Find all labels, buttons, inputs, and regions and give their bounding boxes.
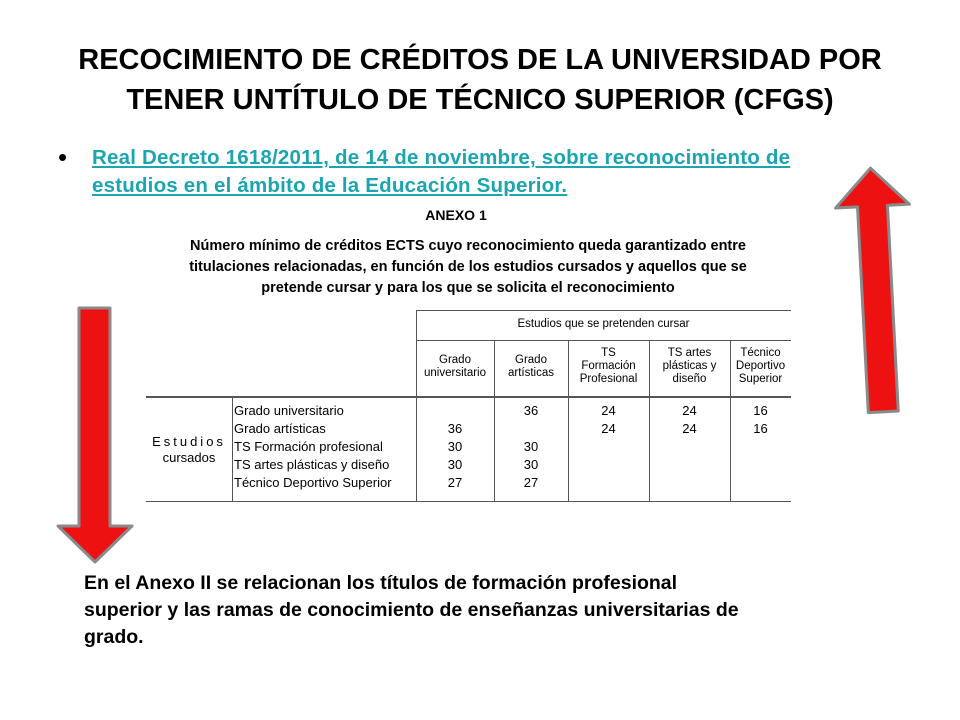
annex-desc-line-3: pretende cursar y para los que se solicita el reconocimiento xyxy=(261,280,675,296)
annex-description xyxy=(148,236,788,299)
annex-desc-line-2: titulaciones relacionadas, en función de los estudios cursados y aquellos que se xyxy=(189,259,747,275)
slide-title xyxy=(30,40,930,120)
col-header-ts-formacion: TS Formación Profesional xyxy=(579,347,638,385)
col-header-ts-artes: TS artes plásticas y diseño xyxy=(662,347,717,385)
up-arrow-icon xyxy=(832,162,922,422)
table-row-label: TS artes plásticas y diseño xyxy=(234,457,390,472)
title-line-1: RECOCIMIENTO DE CRÉDITOS DE LA UNIVERSIDAD POR xyxy=(78,44,882,76)
footer-line-3: grado. xyxy=(84,626,144,648)
decree-link[interactable] xyxy=(92,144,904,200)
footer-line-2: superior y las ramas de conocimiento de enseñanzas universitarias de xyxy=(84,599,739,621)
table-cell: 27 xyxy=(523,475,539,490)
annex-title: ANEXO 1 xyxy=(425,207,487,223)
footer-note xyxy=(84,570,904,651)
col-header-grado-universitario: Grado universitario xyxy=(424,354,486,379)
table-cell: 27 xyxy=(447,475,463,490)
table-divider xyxy=(146,501,791,502)
table-cell: 30 xyxy=(523,457,539,472)
decree-link-line-1[interactable]: Real Decreto 1618/2011, de 14 de noviembre, sobre reconocimiento de xyxy=(92,146,791,169)
annex-desc-line-1: Número mínimo de créditos ECTS cuyo reconocimiento queda garantizado entre xyxy=(190,238,746,254)
col-header-tecnico-deportivo: Técnico Deportivo Superior xyxy=(735,347,786,385)
table-row-label: Técnico Deportivo Superior xyxy=(234,475,392,490)
decree-link-line-2[interactable]: estudios en el ámbito de la Educación Superior. xyxy=(92,174,568,197)
table-cell: 24 xyxy=(601,421,616,436)
table-divider xyxy=(232,396,233,502)
table-cell: 30 xyxy=(447,439,463,454)
table-divider xyxy=(416,340,791,341)
table-row-label: TS Formación profesional xyxy=(234,439,383,454)
title-line-2: TENER UNTÍTULO DE TÉCNICO SUPERIOR (CFGS) xyxy=(126,84,834,116)
bullet-dot: • xyxy=(58,142,68,172)
table-cell: 16 xyxy=(753,403,768,418)
group-header: Estudios que se pretenden cursar xyxy=(517,318,690,330)
table-row-label: Grado artísticas xyxy=(234,421,326,436)
col-header-grado-artisticas: Grado artísticas xyxy=(507,354,554,379)
table-divider xyxy=(416,310,791,311)
table-cell: 30 xyxy=(447,457,463,472)
table-divider xyxy=(146,396,791,398)
table-cell: 16 xyxy=(753,421,768,436)
table-cell: 36 xyxy=(447,421,463,436)
footer-line-1: En el Anexo II se relacionan los títulos de formación profesional xyxy=(84,572,678,594)
table-cell: 30 xyxy=(523,439,539,454)
side-label: Estudios cursados xyxy=(152,434,226,465)
table-cell: 24 xyxy=(682,403,697,418)
table-cell: 24 xyxy=(601,403,616,418)
table-cell: 36 xyxy=(523,403,539,418)
down-arrow-icon xyxy=(52,300,142,570)
table-row-label: Grado universitario xyxy=(234,403,344,418)
table-cell: 24 xyxy=(682,421,697,436)
credits-table xyxy=(146,310,791,502)
